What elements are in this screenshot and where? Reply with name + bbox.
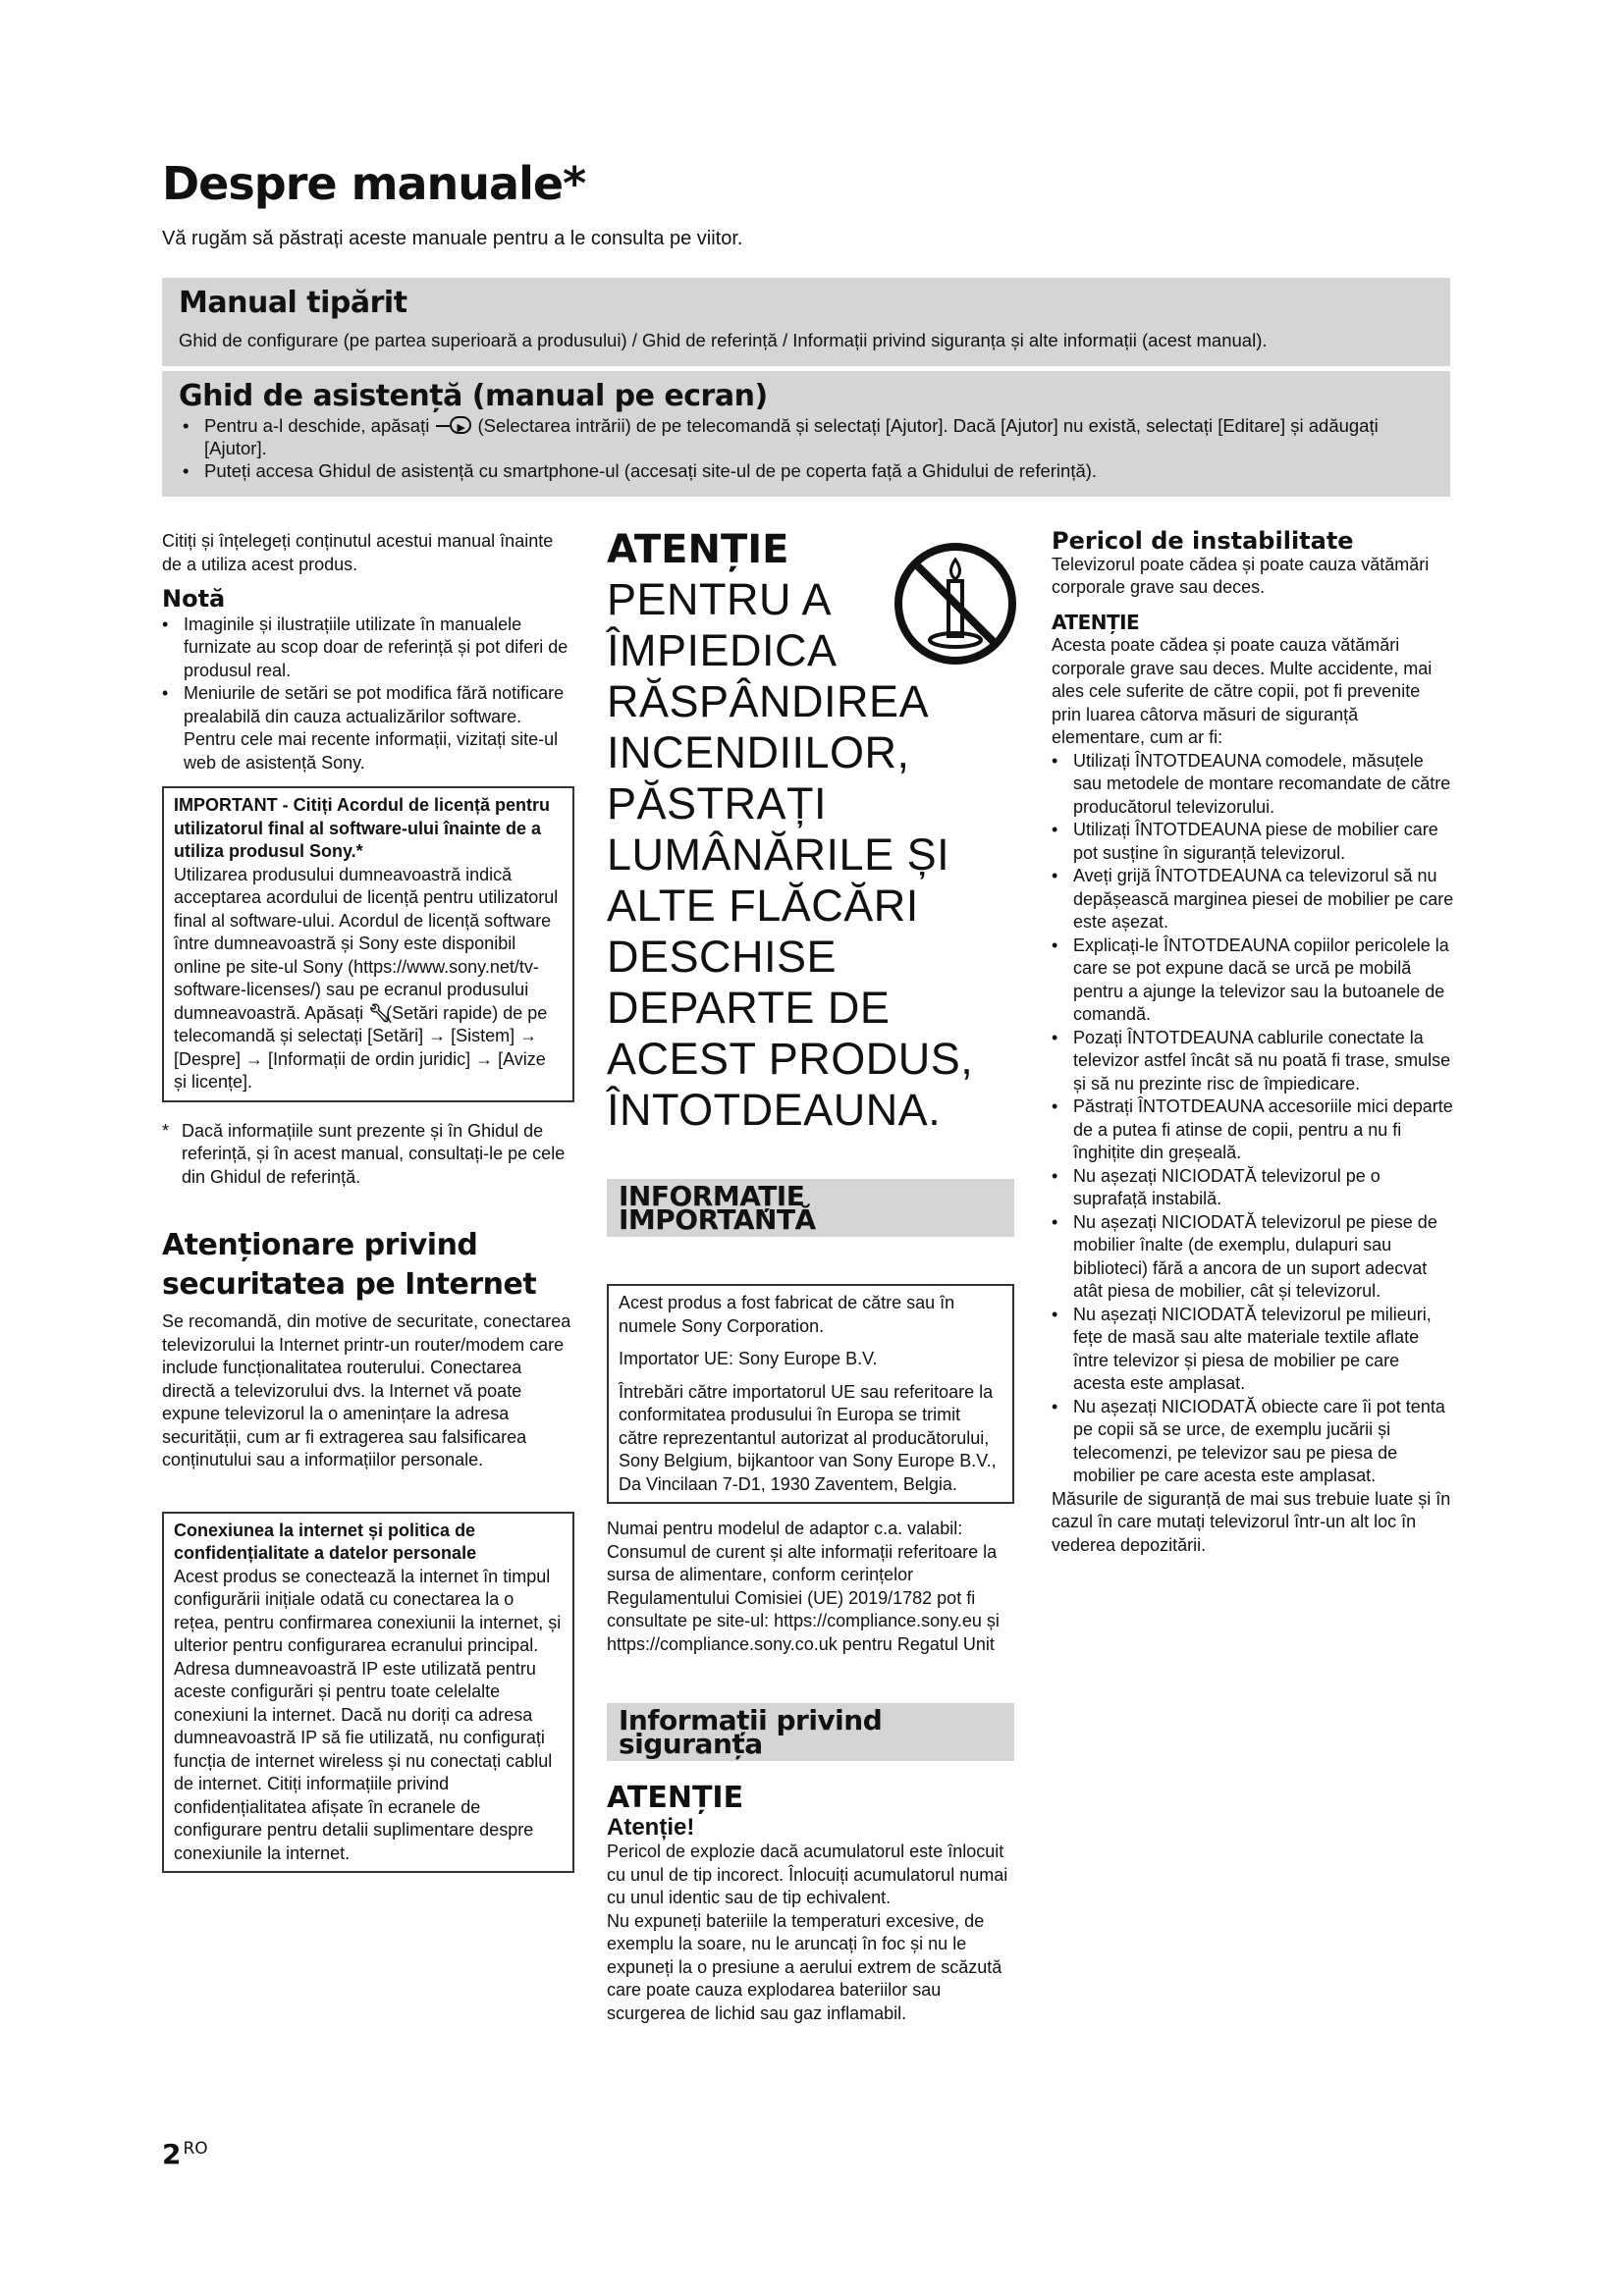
help-guide-heading: Ghid de asistență (manual pe ecran) — [179, 379, 768, 413]
eula-heading: IMPORTANT - Citiți Acordul de licență pentru utilizatorul final al software-ului înainte de a utiliza produsul Sony.* — [174, 795, 551, 861]
importer-text: Importator UE: Sony Europe B.V. — [619, 1349, 878, 1368]
safety-measure-item: • Utilizați ÎNTOTDEAUNA comodele, măsuțele sau metodele de montare recomandate de către producătorul televizorului. — [1052, 750, 1454, 820]
internet-security-text: Se recomandă, din motive de securitate, conectarea televizorului la Internet printr-un router/modem care include funcționalitatea routerului. Conectarea directă a televizorului dvs. la Internet vă poate expune televizorul la o amenințare la adresa securității, cum ar fi extragerea sau falsificarea conținutului sau a informațiilor personale. — [162, 1311, 571, 1469]
safety-measure-item: • Nu așezați NICIODATĂ televizorul pe milieuri, fețe de masă sau alte materiale textile aflate între televizor și piesa de mobilier pe care acesta este amplasat. — [1052, 1304, 1454, 1396]
battery-text-2: Nu expuneți bateriile la temperaturi excesive, de exemplu la soare, nu le aruncați în foc și nu le expuneți la o presiune a aerului extrem de scăzută care poate cauza explodarea bateriilor sau scurgerea de lichid sau gaz inflamabil. — [607, 1910, 1002, 2023]
column-right — [1052, 527, 1454, 1557]
privacy-heading: Conexiunea la internet și politica de confidențialitate a datelor personale — [174, 1520, 477, 1563]
safety-measure-item: • Nu așezați NICIODATĂ obiecte care îi pot tenta pe copii să se urce, de exemplu jucării și telecomenzi, pe televizor sau pe piesa de mobilier pe care acesta este amplasat. — [1052, 1396, 1454, 1488]
instability-warning-text: Acesta poate cădea și poate cauza vătămări corporale grave sau deces. Multe accidente, mai ales cele suferite de către copii, pot fi prevenite prin luarea câtorva măsuri de siguranță elementare, cum ar fi: — [1052, 635, 1433, 747]
internet-security-heading: Atenționare privind securitatea pe Internet — [162, 1228, 537, 1302]
caution-subheading: Atenție! — [607, 1813, 695, 1841]
safety-measure-item: • Explicați-le ÎNTOTDEAUNA copiilor pericolele la care se pot expune dacă se urcă pe mobilă pentru a ajunge la televizor sau la butoanele de comandă. — [1052, 934, 1454, 1027]
eula-text: Utilizarea produsului dumneavoastră indică acceptarea acordului de licență pentru utilizatorul final al software-ului. Acordul de licență software între dumneavoastră și Sony este disponibil online pe site-ul Sony (https://www.sony.net/tv-software-licenses/) sau pe ecranul produsului dumneavoastră. Apăsați 🔧︎(Setări rapide) de pe telecomandă și selectați [Setări] → [Sistem] → [Despre] → [Informații de ordin juridic] → [Avize și licențe]. — [174, 864, 559, 1092]
intro-text: Citiți și înțelegeți conținutul acestui manual înainte de a utiliza acest produs. — [162, 531, 554, 574]
page-subtitle: Vă rugăm să păstrați aceste manuale pentru a le consulta pe viitor. — [162, 228, 743, 249]
input-select-icon — [436, 416, 475, 436]
inquiries-text: Întrebări către importatorul UE sau referitoare la conformitatea produsului în Europa se trimit către reprezentantul autorizat al producătorului, Sony Belgium, bijkantoor van Sony Europe B.V., Da Vincilaan 7-D1, 1930 Zaventem, Belgia. — [619, 1381, 997, 1494]
safety-measure-item: • Aveți grijă ÎNTOTDEAUNA ca televizorul să nu depășească marginea piesei de mobilier pe care este așezat. — [1052, 865, 1454, 934]
note-item: • Imaginile și ilustrațiile utilizate în manualele furnizate au scop doar de referință și pot diferi de produsul real. — [162, 614, 574, 683]
safety-measure-item: • Utilizați ÎNTOTDEAUNA piese de mobilier care pot susține în siguranță televizorul. — [1052, 819, 1454, 865]
safety-outro: Măsurile de siguranță de mai sus trebuie luate și în cazul în care mutați televizorul într-un alt loc în vederea depozitării. — [1052, 1488, 1451, 1555]
instability-heading: Pericol de instabilitate — [1052, 527, 1354, 555]
privacy-text: Acest produs se conectează la internet în timpul configurării inițiale odată cu conectarea la o rețea, pentru confirmarea conexiunii la internet, și ulterior pentru configurarea ecranului principal. Adresa dumneavoastră IP este utilizată pentru aceste configurări și pentru toate celelalte conexiuni la internet. Dacă nu doriți ca adresa dumneavoastră IP să fie utilizată, nu configurați funcția de internet wireless și nu conectați cablul de internet. Citiți informațiile privind confidențialitatea afișate în ecranele de configurare pentru detalii suplimentare despre conexiunile la internet. — [174, 1566, 562, 1863]
column-left — [162, 530, 574, 1873]
privacy-box — [162, 1512, 574, 1874]
safety-measure-item: • Pozați ÎNTOTDEAUNA cablurile conectate la televizor astfel încât să nu poată fi trase, smulse și să nu prezinte risc de împiedicare. — [1052, 1027, 1454, 1096]
manufacturer-box — [607, 1284, 1014, 1504]
no-candle-icon — [892, 540, 1019, 667]
column-middle — [607, 525, 1014, 2025]
help-guide-box — [162, 371, 1450, 497]
printed-manual-heading: Manual tipărit — [179, 286, 407, 320]
note-item: • Meniurile de setări se pot modifica fără notificare prealabilă din cauza actualizărilor software. Pentru cele mai recente informații, vizitați site-ul web de asistență Sony. — [162, 682, 574, 774]
printed-manual-text: Ghid de configurare (pe partea superioară a produsului) / Ghid de referință / Informații privind siguranța și alte informații (acest manual). — [179, 330, 1268, 350]
adapter-note: Numai pentru modelul de adaptor c.a. valabil: — [607, 1519, 963, 1538]
note-heading: Notă — [162, 585, 226, 613]
fire-warning-title: ATENȚIE — [607, 527, 789, 572]
instability-intro: Televizorul poate cădea și poate cauza vătămări corporale grave sau deces. — [1052, 554, 1430, 597]
battery-text-1: Pericol de explozie dacă acumulatorul este înlocuit cu unul de tip incorect. Înlocuiți acumulatorul numai cu unul identic sau de tip echivalent. — [607, 1842, 1008, 1907]
safety-measure-item: • Nu așezați NICIODATĂ televizorul pe o suprafață instabilă. — [1052, 1165, 1454, 1211]
safety-measures-list — [1052, 750, 1454, 1488]
page-number: 2 $^{RO}$ — [162, 2138, 208, 2170]
page-title: Despre manuale* — [162, 157, 586, 210]
instability-warning-heading: ATENȚIE — [1052, 610, 1140, 634]
safety-measure-item: • Păstrați ÎNTOTDEAUNA accesoriile mici departe de a putea fi atinse de copii, pentru a nu fi înghițite din greșeală. — [1052, 1095, 1454, 1165]
help-guide-item: • Pentru a-l deschide, apăsați ▶ (Selectarea intrării) de pe telecomandă și selectați [Ajutor]. Dacă [Ajutor] nu există, selectați [Editare] și adăugați [Ajutor]. — [179, 414, 1445, 459]
adapter-text: Consumul de curent și alte informații referitoare la sursa de alimentare, conform cerințelor Regulamentului Comisiei (UE) 2019/1782 pot fi consultate pe site-ul: https://compliance.sony.eu și https://compliance.sony.co.uk pentru Regatul Unit — [607, 1541, 1000, 1654]
printed-manual-box — [162, 278, 1450, 366]
help-guide-item: • Puteți accesa Ghidul de asistență cu smartphone-ul (accesați site-ul de pe coperta față a Ghidului de referință). — [179, 459, 1445, 482]
important-info-heading: INFORMAȚIE IMPORTANTĂ — [607, 1179, 1014, 1237]
note-list — [162, 614, 574, 775]
caution-heading: ATENȚIE — [607, 1781, 744, 1815]
eula-box — [162, 786, 574, 1102]
help-guide-list — [179, 414, 1445, 482]
safety-info-heading: Informații privind siguranța — [607, 1703, 1014, 1761]
language-code: RO — [183, 2139, 208, 2159]
safety-measure-item: • Nu așezați NICIODATĂ televizorul pe piese de mobilier înalte (de exemplu, dulapuri sau biblioteci) fără a ancora de un suport adecvat atât piesa de mobilier, cât și televizorul. — [1052, 1211, 1454, 1304]
manufacturer-text: Acest produs a fost fabricat de către sau în numele Sony Corporation. — [619, 1293, 955, 1336]
star-note: * Dacă informațiile sunt prezente și în Ghidul de referință, și în acest manual, consultați-le pe cele din Ghidul de referință. — [162, 1120, 574, 1190]
fire-warning-text: PENTRU A ÎMPIEDICA RĂSPÂNDIREA INCENDIILOR, PĂSTRAȚI LUMÂNĂRILE ȘI ALTE FLĂCĂRI DESCHISE DEPARTE DE ACEST PRODUS, ÎNTOTDEAUNA. — [607, 574, 974, 1135]
wrench-icon: 🔧︎ — [368, 1002, 391, 1023]
